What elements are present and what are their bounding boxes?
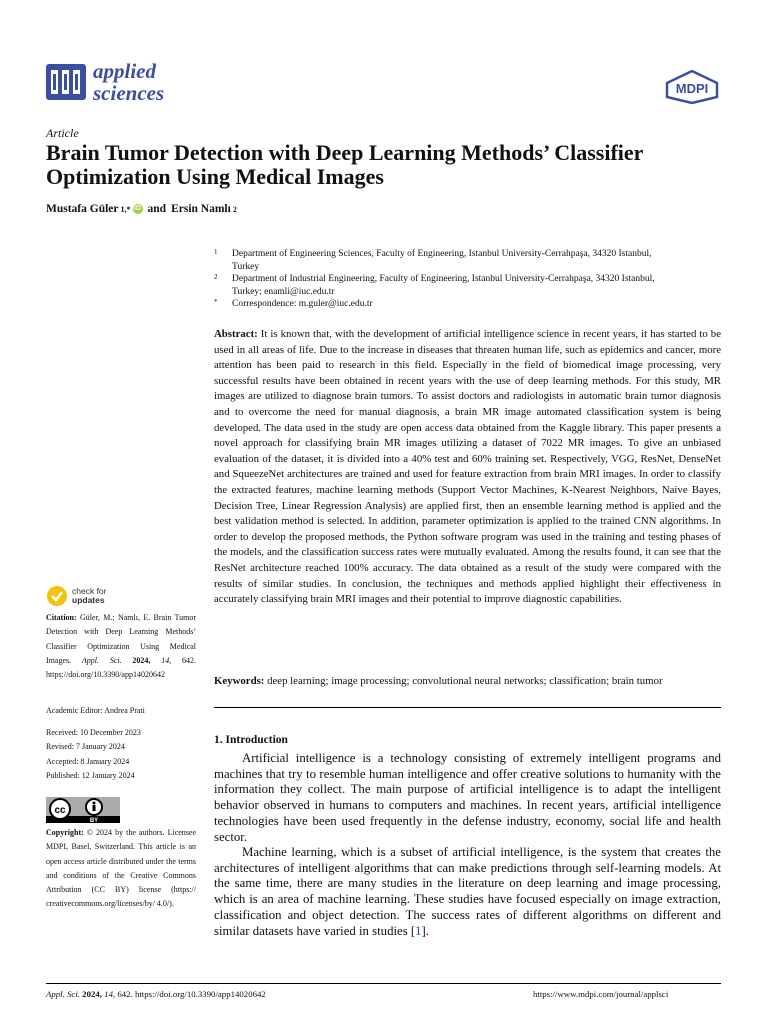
- affiliation-mark: 1: [214, 248, 218, 256]
- affiliation-item: [214, 273, 684, 298]
- section-heading: 1. Introduction: [214, 734, 288, 746]
- academic-editor: Academic Editor: Andrea Prati: [46, 706, 145, 715]
- section-divider: [214, 707, 721, 708]
- check-updates-line2: updates: [72, 595, 105, 605]
- citation-doi[interactable]: 642. https://doi.org/10.3390/app14020642: [46, 655, 197, 680]
- orcid-icon[interactable]: iD: [134, 205, 142, 212]
- citation-journal: Appl. Sci.: [81, 655, 122, 665]
- keywords-label: Keywords:: [214, 675, 265, 687]
- body-paragraph: [214, 845, 721, 939]
- publication-dates: [46, 726, 196, 783]
- affiliation-item: [214, 248, 674, 273]
- citation-year: 2024,: [132, 655, 151, 665]
- date-published: Published: 12 January 2024: [46, 770, 135, 780]
- check-updates-line1: check for: [72, 586, 107, 596]
- journal-name-line2: sciences: [93, 81, 165, 105]
- article-title: Brain Tumor Detection with Deep Learning Methods’ Classifier Optimization Using Medical Images: [46, 140, 644, 189]
- publisher-name: MDPI: [675, 81, 709, 96]
- affiliation-mark: *: [214, 298, 218, 306]
- footer-journal: Appl. Sci.: [46, 989, 80, 999]
- copyright-text: © 2024 by the authors. Licensee MDPI, Basel, Switzerland. This article is an open access article distributed under the terms and conditions of the Creative Commons Attribution (CC BY) license (https:// creativecommons.org/licenses/by/ 4.0/).: [46, 828, 197, 909]
- paragraph-text-end: ].: [421, 923, 430, 938]
- journal-icon: [46, 64, 86, 100]
- date-revised: Revised: 7 January 2024: [46, 742, 125, 752]
- author-affiliation-mark: 1,*: [120, 204, 131, 214]
- author-name: Mustafa Güler: [46, 203, 119, 215]
- check-updates-icon: [46, 585, 68, 607]
- author-name: Ersin Namlı: [171, 203, 231, 215]
- footer-citation: [46, 989, 266, 999]
- paragraph-text: Artificial intelligence is a technology consisting of extremely intelligent programs and machines that try to resemble human intelligence and offer creative solutions to humanity with the information they collect. The main purpose of artificial intelligence is to adapt the intelligent behavior observed in humans to computers and machines. In recent years, artificial intelligence technologies have been used frequently in the defense industry, economy, social life and health sector.: [214, 751, 721, 844]
- author-list: [46, 203, 237, 215]
- reference-link[interactable]: 1: [415, 923, 422, 938]
- affiliation-text: Department of Industrial Engineering, Faculty of Engineering, Istanbul University-Cerrahpaşa, 34320 Istanbul, Turkey; enamli@iuc.edu.tr: [232, 274, 655, 297]
- copyright-notice: [46, 826, 196, 912]
- keywords: [214, 674, 721, 689]
- journal-name-line1: applied: [93, 59, 156, 83]
- copyright-label: Copyright:: [46, 828, 84, 837]
- article-type: Article: [46, 126, 79, 140]
- citation-text: Güler, M.; Namlı, E. Brain Tumor Detection with Deep Learning Methods’ Classifier Optimization Using Medical Images.: [46, 613, 197, 665]
- svg-text:cc: cc: [54, 805, 66, 816]
- correspondence-text: Correspondence: m.guler@iuc.edu.tr: [232, 299, 373, 309]
- date-accepted: Accepted: 8 January 2024: [46, 756, 130, 766]
- paragraph-text: Machine learning, which is a subset of artificial intelligence, is the system that creates the architectures of intelligent algorithms that can make predictions through self-learning models. At the same time, there are many studies in the literature on deep learning and image processing, which is an area of machine learning. These studies have focused especially on image extraction, classification and object detection. The success rates of different algorithms on different and similar datasets have varied in studies [: [214, 845, 721, 938]
- journal-logo: [46, 60, 164, 104]
- footer-doi[interactable]: 642. https://doi.org/10.3390/app14020642: [117, 989, 266, 999]
- cc-by-license-icon[interactable]: [46, 797, 120, 823]
- author-affiliation-mark: 2: [232, 204, 237, 214]
- date-received: Received: 10 December 2023: [46, 728, 141, 737]
- body-paragraph: [214, 751, 721, 845]
- footer-volume: 14,: [104, 989, 116, 999]
- citation-block: [46, 611, 196, 682]
- citation-volume: 14,: [161, 655, 172, 665]
- correspondence: [214, 298, 684, 311]
- keywords-text: deep learning; image processing; convolutional neural networks; classification; brain tumor: [267, 675, 663, 687]
- affiliation-text: Department of Engineering Sciences, Faculty of Engineering, Istanbul University-Cerrahpaşa, 34320 Istanbul, Turkey: [232, 249, 652, 272]
- abstract-text: It is known that, with the development of artificial intelligence science in recent years, it has started to be used in all areas of life. Due to the increase in diseases that threaten human life, such as epidemics and cancer, more attention has been paid to research in this field. Especially in the field of biomedical image processing, very successful results have been obtained in recent years with the use of deep learning methods. For this study, MR images are utilized to diagnose brain tumors. To assist doctors and radiologists in automatic brain tumor diagnosis and to overcome the need for manual diagnosis, a brain MR image automated classification system is being developed. The data used in the study are open access data obtained from the Kaggle library. This paper presents a novel approach for classifying brain MR images utilizing a dataset of 7022 MR images. To give an unbiased evaluation of the dataset, it is divided into a 40% test and 60% training set. Respectively, VGG, ResNet, DenseNet and SqueezeNet architectures are trained and used for feature extraction from brain MRI images. In order to classify the extracted features, machine learning methods (Support Vector Machines, K-Nearest Neighbors, Naive Bayes, Decision Tree, Linear Regression Analysis) are applied first, then an ensemble learning method is applied and the best validation method is selected. In addition, parameter optimization is applied to the trained CNN algorithms. In order to develop the proposed methods, the Python software program was used in the training and testing phases of the models, and the classification success rates were mutually evaluated. Among the results found, it can see that the ResNet architecture reached 100% accuracy. The data obtained as a result of the study were compared with the results of similar studies. In conclusion, the techniques and methods applied highlight their effectiveness in accurately classifying brain MRI images and their potential to improve diagnostic capabilities.: [214, 328, 721, 606]
- author-connector: and: [147, 203, 167, 215]
- check-updates-text: [72, 587, 107, 605]
- check-for-updates-badge[interactable]: [46, 585, 107, 607]
- journal-name: [93, 60, 164, 104]
- footer-divider: [46, 983, 721, 984]
- footer-year: 2024,: [82, 989, 102, 999]
- abstract-label: Abstract:: [214, 328, 258, 340]
- mdpi-logo: [664, 70, 720, 104]
- affiliation-mark: 2: [214, 273, 218, 281]
- abstract: [214, 327, 721, 608]
- citation-label: Citation:: [46, 613, 77, 622]
- cc-label: BY: [89, 818, 99, 823]
- footer-journal-url[interactable]: https://www.mdpi.com/journal/applsci: [533, 989, 669, 999]
